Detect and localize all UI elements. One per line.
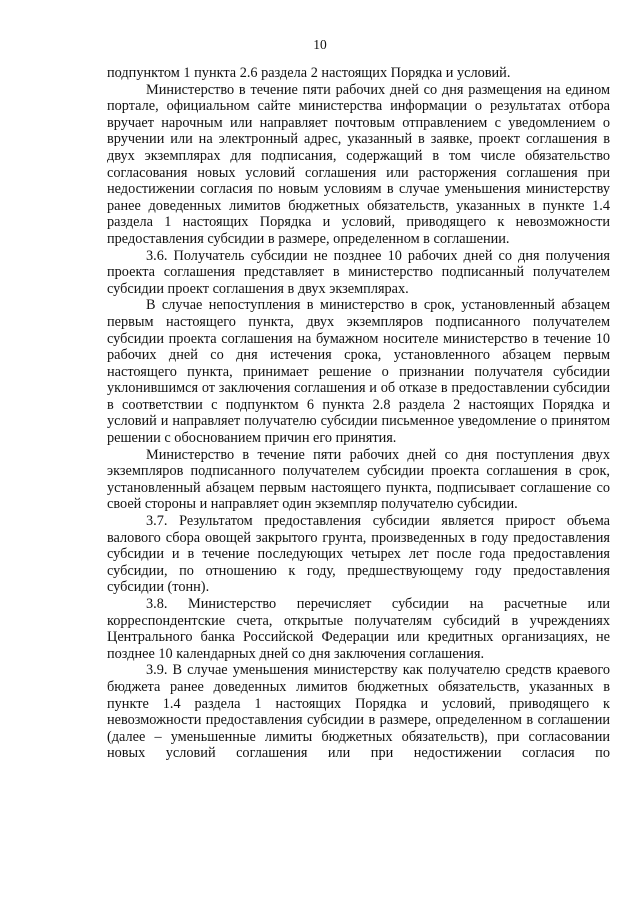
paragraph-continuation: подпунктом 1 пункта 2.6 раздела 2 настоящих Порядка и условий. <box>107 65 511 81</box>
paragraph-3-7: 3.7. Результатом предоставления субсидии является прирост объема валового сбора овощей закрытого грунта, произведенных в году предоставления субсидии и в течение последующих четырех лет после года предоставления субсидии, по отношению к году, предшествующему году предоставления субсидии (тонн). <box>107 513 610 596</box>
page-number: 10 <box>313 37 327 52</box>
paragraph-3-9: 3.9. В случае уменьшения министерству как получателю средств краевого бюджета ранее доведенных лимитов бюджетных обязательств, указанных в пункте 1.4 раздела 1 настоящих Порядка и условий, приводящего к невозможности предоставления субсидии в размере, определенном в соглашении (далее – уменьшенные лимиты бюджетных обязательств), при согласовании новых условий соглашения или при недостижении согласия по <box>107 662 610 762</box>
paragraph-3-6: 3.6. Получатель субсидии не позднее 10 рабочих дней со дня получения проекта соглашения представляет в министерство подписанный получателем субсидии проект соглашения в двух экземплярах. <box>107 247 610 297</box>
paragraph-ministry-signs: Министерство в течение пяти рабочих дней со дня поступления двух экземпляров подписанного получателем субсидии проекта соглашения в срок, установленный абзацем первым настоящего пункта, подписывает соглашение со своей стороны и направляет один экземпляр получателю субсидии. <box>107 446 610 513</box>
paragraph-3-8: 3.8. Министерство перечисляет субсидии на расчетные или корреспондентские счета, открытые получателям субсидий в учреждениях Центрального банка Российской Федерации или кредитных организациях, не позднее 10 календарных дней со дня заключения соглашения. <box>107 596 610 662</box>
document-body <box>107 65 610 762</box>
paragraph-ministry-sends-agreement: Министерство в течение пяти рабочих дней со дня размещения на едином портале, официальном сайте министерства информации о результатах отбора вручает нарочным или направляет почтовым отправлением с уведомлением о вручении или на электронный адрес, указанный в заявке, проект соглашения в двух экземплярах для подписания, содержащий в том числе обязательство согласования новых условий соглашения или расторжения соглашения при недостижении согласия по новым условиям в случае уменьшения министерству ранее доведенных лимитов бюджетных обязательств, указанных в пункте 1.4 раздела 1 настоящих Порядка и условий, приводящего к невозможности предоставления субсидии в размере, определенном в соглашении. <box>107 81 610 247</box>
paragraph-non-receipt: В случае непоступления в министерство в срок, установленный абзацем первым настоящего пункта, двух экземпляров подписанного получателем субсидии проекта соглашения на бумажном носителе министерство в течение 10 рабочих дней со дня истечения срока, установленного абзацем первым настоящего пункта, принимает решение о признании получателя субсидии уклонившимся от заключения соглашения и об отказе в предоставлении субсидии в соответствии с подпунктом 6 пункта 2.8 раздела 2 настоящих Порядка и условий и направляет получателю субсидии письменное уведомление о принятом решении с обоснованием причин его принятия. <box>107 297 610 447</box>
